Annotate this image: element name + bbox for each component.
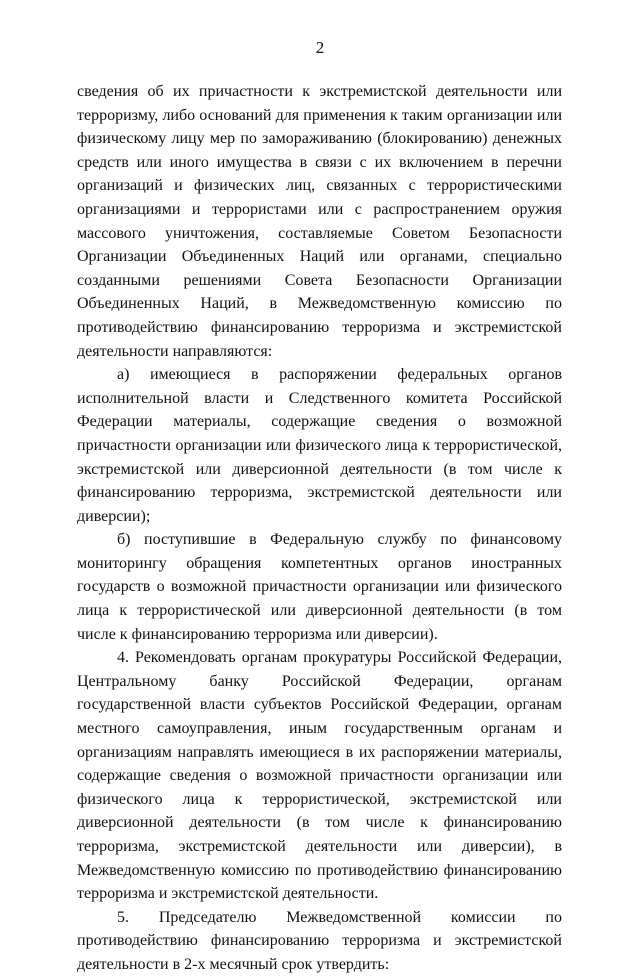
- document-body: [77, 80, 562, 977]
- paragraph-point-5: 5. Председателю Межведомственной комиссии по противодействию финансированию терроризма и экстремистской деятельности в 2-х месячный срок утвердить:: [77, 908, 562, 973]
- paragraph-intro-continuation: сведения об их причастности к экстремистской деятельности или терроризму, либо оснований для применения к таким организации или физическому лицу мер по замораживанию (блокированию) денежных средств или иного имущества в связи с их включением в перечни организаций и физических лиц, связанных с террористическими организациями и террористами или с распространением оружия массового уничтожения, составляемые Советом Безопасности Организации Объединенных Наций или органами, специально созданными решениями Совета Безопасности Организации Объединенных Наций, в Межведомственную комиссию по противодействию финансированию терроризма и экстремистской деятельности направляются:: [77, 83, 562, 360]
- paragraph-item-a: а) имеющиеся в распоряжении федеральных органов исполнительной власти и Следственного комитета Российской Федерации материалы, содержащие сведения о возможной причастности организации или физического лица к террористической, экстремистской или диверсионной деятельности (в том числе к финансированию терроризма, экстремистской деятельности или диверсии);: [77, 366, 562, 525]
- paragraph-item-b: б) поступившие в Федеральную службу по финансовому мониторингу обращения компетентных органов иностранных государств о возможной причастности организации или физического лица к террористической или диверсионной деятельности (в том числе к финансированию терроризма или диверсии).: [77, 531, 562, 643]
- paragraph-point-4: 4. Рекомендовать органам прокуратуры Российской Федерации, Центральному банку Российской Федерации, органам государственной власти субъектов Российской Федерации, органам местного самоуправления, иным государственным органам и организациям направлять имеющиеся в их распоряжении материалы, содержащие сведения о возможной причастности организации или физического лица к террористической, экстремистской или диверсионной деятельности (в том числе к финансированию терроризма, экстремистской деятельности или диверсии), в Межведомственную комиссию по противодействию финансированию терроризма и экстремистской деятельности.: [77, 649, 562, 903]
- page-number: 2: [315, 38, 325, 57]
